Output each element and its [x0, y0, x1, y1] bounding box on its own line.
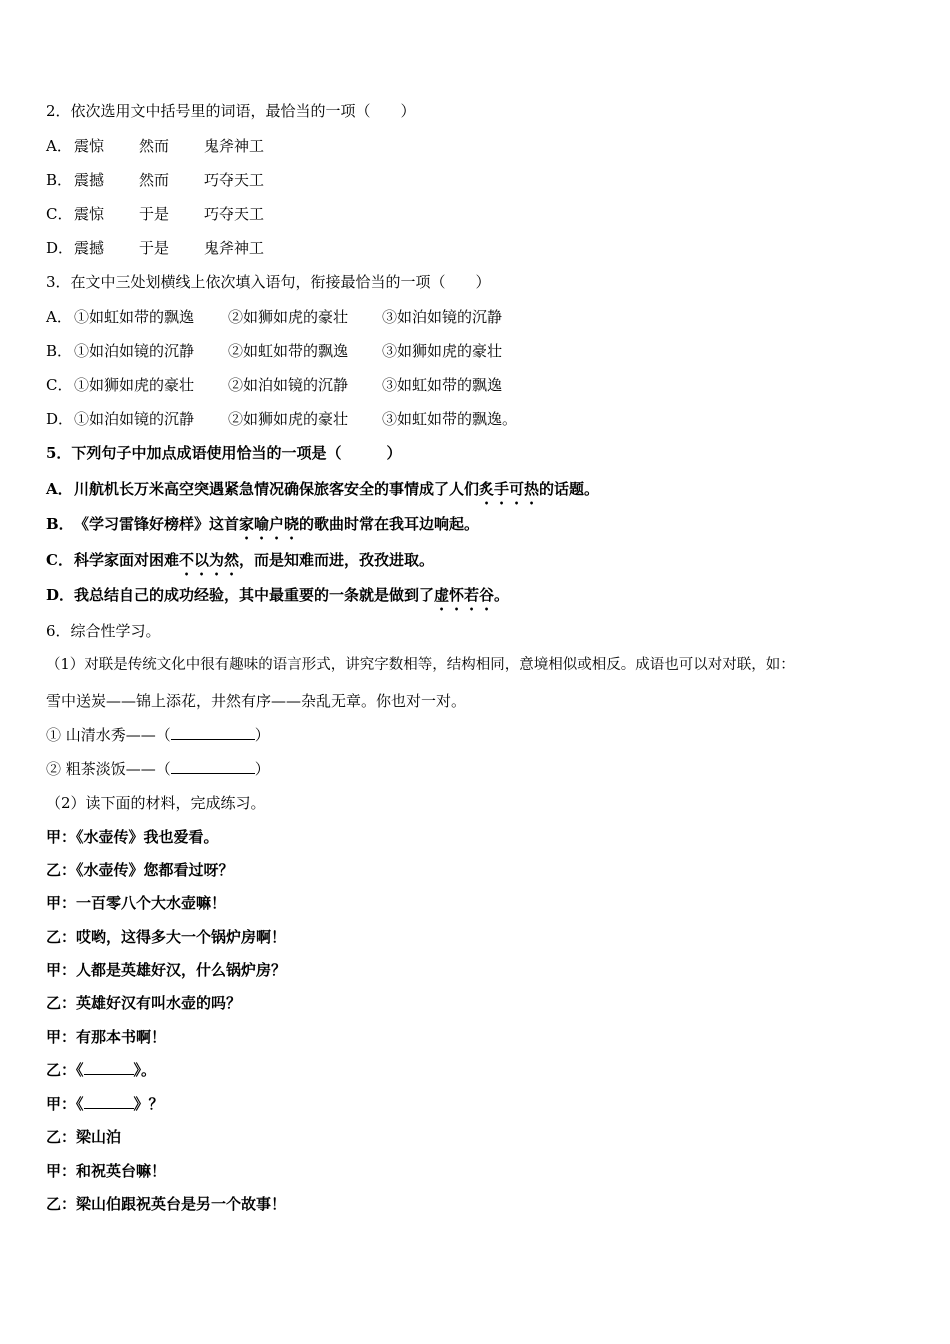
q2-stem: 2．依次选用文中括号里的词语，最恰当的一项（ ）: [46, 102, 416, 120]
option-text-end: 。: [494, 586, 510, 604]
utterance: 英雄好汉有叫水壶的吗？: [76, 994, 242, 1012]
utterance-open: 《: [76, 1061, 84, 1079]
option-label: B．: [46, 342, 73, 360]
q6-part1-example: 雪中送炭——锦上添花，井然有序——杂乱无章。你也对一对。: [46, 692, 467, 710]
option-word-1: 震惊: [74, 137, 105, 155]
option-phrase-1: ①如泊如镜的沉静: [74, 410, 195, 428]
utterance: 梁山伯跟祝英台是另一个故事！: [76, 1195, 287, 1213]
option-phrase-3: ③如虹如带的飘逸: [382, 376, 503, 394]
couplet-item-2: [46, 759, 270, 779]
dialogue-line: [46, 1027, 166, 1047]
option-text-end: 的歌曲时常在我耳边响起。: [299, 515, 480, 533]
couplet-item-1: [46, 725, 270, 745]
speaker: 乙：: [46, 1128, 77, 1146]
couplet-close: ）: [254, 726, 270, 744]
q2-option-a: [46, 136, 264, 156]
option-word-1: 震撼: [74, 239, 105, 257]
option-label: A．: [46, 137, 72, 155]
option-label: A．: [46, 308, 72, 326]
q2-option-d: [46, 238, 264, 258]
option-phrase-2: ②如狮如虎的豪壮: [228, 410, 349, 428]
dotted-idiom: 家喻户晓: [239, 515, 300, 533]
option-label: D．: [46, 239, 74, 257]
option-text: 我总结自己的成功经验，其中最重要的一条就是做到了: [74, 586, 435, 604]
option-phrase-3: ③如虹如带的飘逸。: [382, 410, 518, 428]
option-word-1: 震撼: [74, 171, 105, 189]
couplet-prompt: ② 粗茶淡饭——（: [46, 760, 171, 778]
dotted-idiom: 炙手可热: [479, 480, 540, 498]
dialogue-line: [46, 827, 219, 847]
option-phrase-2: ②如狮如虎的豪壮: [228, 308, 349, 326]
option-word-1: 震惊: [74, 205, 105, 223]
option-label: A．: [46, 480, 73, 498]
utterance-close: 》？: [133, 1095, 164, 1113]
speaker: 乙：: [46, 928, 77, 946]
option-text-end: 的话题。: [539, 480, 600, 498]
dialogue-line: [46, 1094, 164, 1114]
utterance: 哎哟，这得多大一个锅炉房啊！: [76, 928, 287, 946]
utterance: 和祝英台嘛！: [76, 1162, 167, 1180]
q2-option-b: [46, 170, 264, 190]
q3-option-c: [46, 375, 502, 395]
dialogue-line: [46, 1060, 156, 1080]
q3-option-d: [46, 409, 517, 429]
q6-part2-instructions: （2）读下面的材料，完成练习。: [46, 794, 266, 812]
q5-stem: 5．下列句子中加点成语使用恰当的一项是（ ）: [46, 444, 402, 462]
option-text-end: ，而是知难而进，孜孜进取。: [239, 551, 435, 569]
q3-stem: 3．在文中三处划横线上依次填入语句，衔接最恰当的一项（ ）: [46, 273, 491, 291]
speaker: 乙：: [46, 861, 77, 879]
q3-option-b: [46, 341, 502, 361]
option-phrase-3: ③如狮如虎的豪壮: [382, 342, 503, 360]
option-word-2: 于是: [139, 205, 170, 223]
option-phrase-1: ①如虹如带的飘逸: [74, 308, 195, 326]
option-word-3: 巧夺天工: [204, 171, 265, 189]
option-label: D．: [46, 410, 74, 428]
dotted-idiom: 不以为然: [179, 551, 240, 569]
utterance-close: 》。: [133, 1061, 157, 1079]
answer-blank[interactable]: [84, 1060, 134, 1075]
option-label: C．: [46, 376, 73, 394]
dialogue-line: [46, 993, 241, 1013]
utterance: 梁山泊: [76, 1128, 122, 1146]
speaker: 乙：: [46, 1195, 77, 1213]
option-label: B．: [46, 171, 73, 189]
speaker: 甲：: [46, 828, 77, 846]
option-word-3: 鬼斧神工: [204, 137, 265, 155]
couplet-prompt: ① 山清水秀——（: [46, 726, 171, 744]
speaker: 甲：: [46, 894, 77, 912]
answer-blank[interactable]: [84, 1094, 134, 1109]
q5-option-d: [46, 585, 509, 614]
speaker: 乙：: [46, 994, 77, 1012]
dialogue-line: [46, 927, 286, 947]
option-label: B．: [46, 515, 74, 533]
option-phrase-1: ①如狮如虎的豪壮: [74, 376, 195, 394]
dialogue-line: [46, 893, 226, 913]
option-text: 科学家面对困难: [74, 551, 180, 569]
option-word-3: 鬼斧神工: [204, 239, 265, 257]
speaker: 甲：: [46, 961, 77, 979]
option-word-2: 然而: [139, 137, 170, 155]
utterance-open: 《: [76, 1095, 84, 1113]
utterance: 《水壶传》我也爱看。: [76, 828, 219, 846]
speaker: 甲：: [46, 1162, 77, 1180]
q2-option-c: [46, 204, 264, 224]
option-label: C．: [46, 551, 73, 569]
dotted-idiom: 虚怀若谷: [434, 586, 495, 604]
utterance: 有那本书啊！: [76, 1028, 167, 1046]
utterance: 人都是英雄好汉，什么锅炉房？: [76, 961, 287, 979]
option-phrase-2: ②如虹如带的飘逸: [228, 342, 349, 360]
speaker: 甲：: [46, 1028, 77, 1046]
option-word-2: 然而: [139, 171, 170, 189]
option-phrase-2: ②如泊如镜的沉静: [228, 376, 349, 394]
speaker: 甲：: [46, 1095, 77, 1113]
q5-option-b: [46, 514, 479, 543]
q6-part1-instructions: （1）对联是传统文化中很有趣味的语言形式，讲究字数相等，结构相同，意境相似或相反。成语也可以对对联，如：: [46, 657, 795, 673]
option-word-3: 巧夺天工: [204, 205, 265, 223]
option-text: 《学习雷锋好榜样》这首: [74, 515, 240, 533]
q5-option-a: [46, 479, 599, 508]
option-phrase-1: ①如泊如镜的沉静: [74, 342, 195, 360]
dialogue-line: [46, 860, 234, 880]
option-label: C．: [46, 205, 73, 223]
dialogue-line: [46, 1161, 166, 1181]
answer-blank[interactable]: [171, 759, 255, 774]
dialogue-line: [46, 1127, 121, 1147]
option-phrase-3: ③如泊如镜的沉静: [382, 308, 503, 326]
answer-blank[interactable]: [171, 725, 255, 740]
q5-option-c: [46, 550, 434, 579]
speaker: 乙：: [46, 1061, 77, 1079]
q6-stem: 6．综合性学习。: [46, 622, 161, 640]
option-label: D．: [46, 586, 75, 604]
dialogue-line: [46, 960, 286, 980]
option-text: 川航机长万米高空突遇紧急情况确保旅客安全的事情成了人们: [74, 480, 480, 498]
utterance: 《水壶传》您都看过呀？: [76, 861, 234, 879]
q3-option-a: [46, 307, 502, 327]
couplet-close: ）: [254, 760, 270, 778]
dialogue-line: [46, 1194, 286, 1214]
utterance: 一百零八个大水壶嘛！: [76, 894, 227, 912]
option-word-2: 于是: [139, 239, 170, 257]
